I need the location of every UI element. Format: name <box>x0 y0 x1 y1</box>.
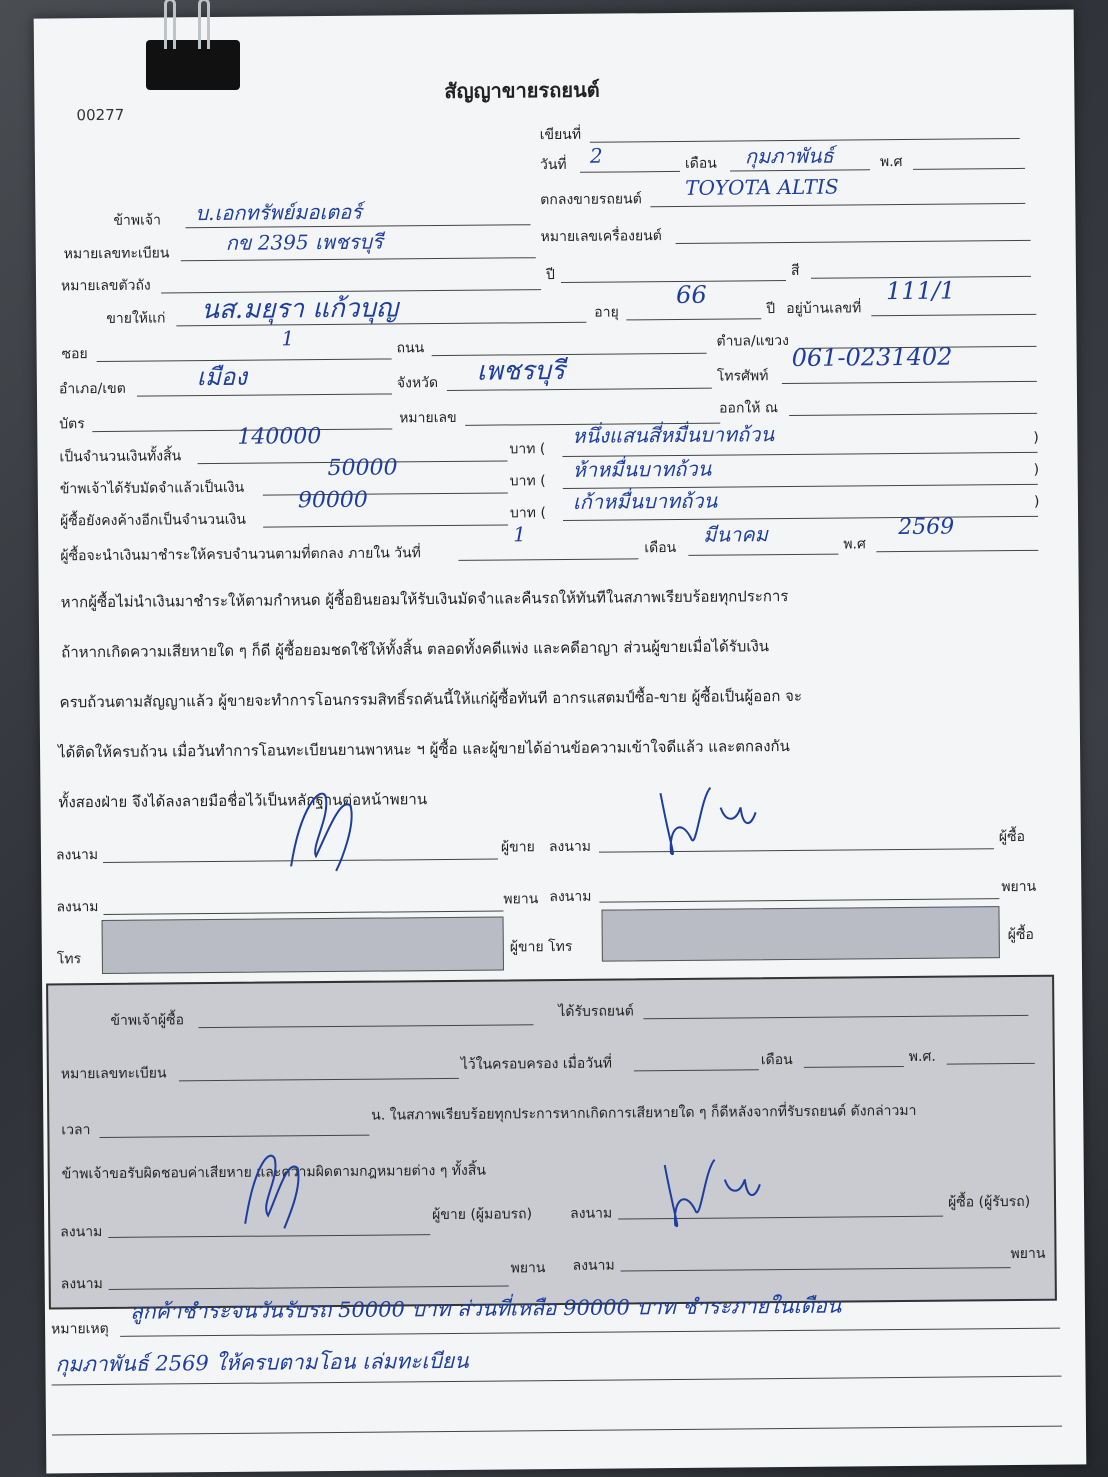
due-label: ผู้ซื้อจะนำเงินมาชำระให้ครบจำนวนตามที่ตกลง ภายใน วันที่ <box>60 545 421 565</box>
receiver-signature <box>644 1139 775 1235</box>
remain-baht-label: บาท ( <box>509 505 546 522</box>
due-day: 1 <box>513 522 527 547</box>
possession-label: ไว้ในครอบครอง เมื่อวันที่ <box>460 1055 613 1073</box>
received-car-field[interactable] <box>643 1015 1028 1019</box>
received-car-label: ได้รับรถยนต์ <box>558 1003 634 1021</box>
remarks-line-3[interactable] <box>52 1426 1062 1436</box>
buyer-sign-label: ลงนาม <box>548 838 592 856</box>
reg-label: หมายเลขทะเบียน <box>63 245 170 263</box>
remain-field[interactable] <box>263 524 508 527</box>
witness1-sign-label: ลงนาม <box>56 899 99 916</box>
date-label: วันที่ <box>539 156 567 174</box>
engine-field[interactable] <box>676 240 1031 244</box>
remain-value: 90000 <box>297 487 368 514</box>
remain-words: เก้าหมื่นบาทถ้วน <box>572 488 718 514</box>
road-field[interactable] <box>432 353 707 356</box>
receipt-month-field[interactable] <box>804 1066 904 1068</box>
engine-label: หมายเลขเครื่องยนต์ <box>540 228 662 246</box>
road-label: ถนน <box>396 340 425 357</box>
binder-clip <box>146 40 240 90</box>
witness3-sign-field[interactable] <box>109 1285 509 1289</box>
car-field[interactable] <box>650 203 1025 207</box>
terms-line-1: หากผู้ซื้อไม่นำเงินมาชำระให้ตามกำหนด ผู้ซื้อยินยอมให้รับเงินมัดจำและคืนรถให้ทันทีในสภาพเรียบร้อยทุกประการ <box>60 587 789 612</box>
sell-to-label: ขายให้แก่ <box>106 310 166 327</box>
chassis-label: หมายเลขตัวถัง <box>60 277 151 295</box>
receipt-reg-label: หมายเลขทะเบียน <box>60 1065 167 1083</box>
house-label: อยู่บ้านเลขที่ <box>786 300 862 318</box>
seller-tel-label: โทร <box>56 951 82 968</box>
witness2-sign-field[interactable] <box>599 898 999 902</box>
witness3-sign-label: ลงนาม <box>60 1276 103 1293</box>
due-year-field[interactable] <box>876 550 1038 552</box>
deposit-close-paren: ) <box>1033 461 1040 478</box>
buyer-signature <box>640 767 771 863</box>
age-field[interactable] <box>626 318 761 320</box>
due-year: 2569 <box>898 514 955 541</box>
serial-number: 00277 <box>76 105 125 125</box>
remarks-line-1[interactable] <box>120 1328 1060 1337</box>
date-field[interactable] <box>580 171 680 173</box>
remarks-text-1: ลูกค้าชำระจนวันรับรถ 50000 บาท ส่วนที่เหลือ 90000 บาท ชำระภายในเดือน <box>129 1293 842 1324</box>
witness1-sign-field[interactable] <box>103 910 503 914</box>
issued-field[interactable] <box>789 413 1037 416</box>
receipt-year-field[interactable] <box>947 1063 1035 1065</box>
buyer-role-label: ผู้ซื้อ <box>998 828 1026 846</box>
due-month-label: เดือน <box>644 539 677 557</box>
buyer-tel-box[interactable] <box>601 906 999 961</box>
witness4-sign-label: ลงนาม <box>572 1257 615 1274</box>
remarks-text-2: กุมภาพันธ์ 2569 ให้ครบตามโอน เล่มทะเบียน <box>55 1348 469 1377</box>
buyer-tel-label: ผู้ขาย โทร <box>509 938 573 956</box>
year-label: พ.ศ <box>879 153 903 171</box>
giver-sign-label: ลงนาม <box>60 1224 103 1241</box>
receipt-buyer-label: ข้าพเจ้าผู้ซื้อ <box>110 1012 185 1029</box>
deposit-words: ห้าหมื่นบาทถ้วน <box>572 456 712 482</box>
receipt-month-label: เดือน <box>760 1051 793 1069</box>
house-field[interactable] <box>871 314 1036 316</box>
district-value: เมือง <box>196 362 248 392</box>
total-close-paren: ) <box>1033 429 1039 446</box>
seller-label: ข้าพเจ้า <box>113 212 162 229</box>
house-value: 111/1 <box>885 276 956 306</box>
receipt-reg-field[interactable] <box>179 1078 459 1081</box>
possession-day-field[interactable] <box>634 1069 759 1071</box>
page-title: สัญญาขายรถยนต์ <box>444 77 600 103</box>
seller-sign-label: ลงนาม <box>55 847 99 864</box>
seller-signature <box>280 776 361 877</box>
card-label: บัตร <box>59 416 85 433</box>
total-baht-label: บาท ( <box>509 441 546 458</box>
receiver-sign-label: ลงนาม <box>570 1205 613 1222</box>
due-month: มีนาคม <box>703 522 768 547</box>
contract-paper <box>34 9 1087 1473</box>
receipt-year-label: พ.ศ. <box>908 1048 936 1065</box>
witness4-role-label: พยาน <box>1010 1245 1046 1263</box>
condition-text: น. ในสภาพเรียบร้อยทุกประการหากเกิดการเสียหายใด ๆ ก็ดีหลังจากที่รับรถยนต์ ดังกล่าวมา <box>371 1102 917 1124</box>
month-value: กุมภาพันธ์ <box>744 143 834 169</box>
color-label: สี <box>790 262 800 279</box>
age-unit: ปี <box>766 301 776 318</box>
witness3-role-label: พยาน <box>510 1260 546 1277</box>
soi-value: 1 <box>281 326 295 351</box>
seller-role-label: ผู้ขาย <box>500 839 535 856</box>
terms-line-2: ถ้าหากเกิดความเสียหายใด ๆ ก็ดี ผู้ซื้อยอมชดใช้ให้ทั้งสิ้น ตลอดทั้งคดีแพ่ง และคดีอาญา ส่วนผู้ขายเมื่อได้รับเงิน <box>61 637 770 662</box>
receiver-role-label: ผู้ซื้อ (ผู้รับรถ) <box>947 1193 1031 1211</box>
province-label: จังหวัด <box>396 375 439 392</box>
sell-to-value: นส.มยุรา แก้วบุญ <box>201 293 399 326</box>
remain-close-paren: ) <box>1033 493 1040 510</box>
total-value: 140000 <box>237 424 322 450</box>
responsibility-text: ข้าพเจ้าขอรับผิดชอบค่าเสียหาย และความผิดตามกฎหมายต่าง ๆ ทั้งสิ้น <box>61 1162 487 1183</box>
age-value: 66 <box>675 280 707 309</box>
remain-label: ผู้ซื้อยังคงค้างอีกเป็นจำนวนเงิน <box>59 511 246 530</box>
soi-label: ซอย <box>61 346 88 363</box>
due-month-field[interactable] <box>688 554 838 556</box>
written-at-label: เขียนที่ <box>539 126 582 144</box>
binder-clip-wire-left <box>164 0 176 49</box>
reg-value: กข 2395 เพชรบุรี <box>225 229 383 255</box>
district-label: อำเภอ/เขต <box>58 380 126 398</box>
car-year-label: ปี <box>545 267 555 284</box>
seller-value: บ.เอกทรัพย์มอเตอร์ <box>195 199 363 226</box>
receipt-section <box>46 975 1057 1310</box>
witness2-role-label: พยาน <box>1001 878 1037 896</box>
witness2-sign-label: ลงนาม <box>549 888 592 906</box>
province-value: เพชรบุรี <box>476 355 566 387</box>
receipt-buyer-field[interactable] <box>198 1024 533 1028</box>
agree-label: ตกลงขายรถยนต์ <box>540 191 642 209</box>
total-words: หนึ่งแสนสี่หมื่นบาทถ้วน <box>572 422 775 448</box>
year-field[interactable] <box>913 168 1025 170</box>
time-label: เวลา <box>61 1122 91 1139</box>
seller-tel-box[interactable] <box>102 916 504 974</box>
issued-label: ออกให้ ณ <box>719 400 778 417</box>
witness4-sign-field[interactable] <box>621 1267 1011 1271</box>
district-field[interactable] <box>137 393 392 396</box>
remarks-label: หมายเหตุ <box>51 1320 109 1338</box>
phone-value: 061-0231402 <box>791 342 953 372</box>
terms-line-3: ครบถ้วนตามสัญญาแล้ว ผู้ขายจะทำการโอนกรรมสิทธิ์รถคันนี้ให้แก่ผู้ซื้อทันที อากรแสตมป์ซื้อ-ขาย ผู้ซื้อเป็นผู้ออก จะ <box>59 686 803 712</box>
deposit-label: ข้าพเจ้าได้รับมัดจำแล้วเป็นเงิน <box>59 479 245 498</box>
buyer-tel-role-label: ผู้ซื้อ <box>1007 926 1034 944</box>
phone-label: โทรศัพท์ <box>716 368 769 385</box>
due-day-field[interactable] <box>458 558 638 561</box>
giver-signature <box>229 1133 310 1234</box>
binder-clip-wire-right <box>198 0 210 49</box>
month-label: เดือน <box>684 155 717 172</box>
giver-role-label: ผู้ขาย (ผู้มอบรถ) <box>432 1206 533 1224</box>
deposit-value: 50000 <box>327 455 398 482</box>
age-label: อายุ <box>594 304 619 321</box>
witness1-role-label: พยาน <box>503 891 539 908</box>
phone-field[interactable] <box>782 381 1037 384</box>
subdistrict-label: ตำบล/แขวง <box>716 332 790 350</box>
terms-line-4: ได้ติดให้ครบถ้วน เมื่อวันทำการโอนทะเบียนยานพาหนะ ฯ ผู้ซื้อ และผู้ขายได้อ่านข้อความเข้าใจดีแล้ว และตกลงกัน <box>57 736 790 762</box>
deposit-baht-label: บาท ( <box>509 473 546 490</box>
giver-sign-field[interactable] <box>108 1234 430 1238</box>
total-label: เป็นจำนวนเงินทั้งสิ้น <box>59 448 182 466</box>
terms-line-5: ทั้งสองฝ่าย จึงได้ลงลายมือชื่อไว้เป็นหลักฐานต่อหน้าพยาน <box>58 790 428 812</box>
car-value: TOYOTA ALTIS <box>685 174 839 200</box>
date-value: 2 <box>589 143 603 168</box>
card-no-label: หมายเลข <box>399 409 457 427</box>
car-year-field[interactable] <box>561 280 786 283</box>
due-year-label: พ.ศ <box>843 536 866 553</box>
